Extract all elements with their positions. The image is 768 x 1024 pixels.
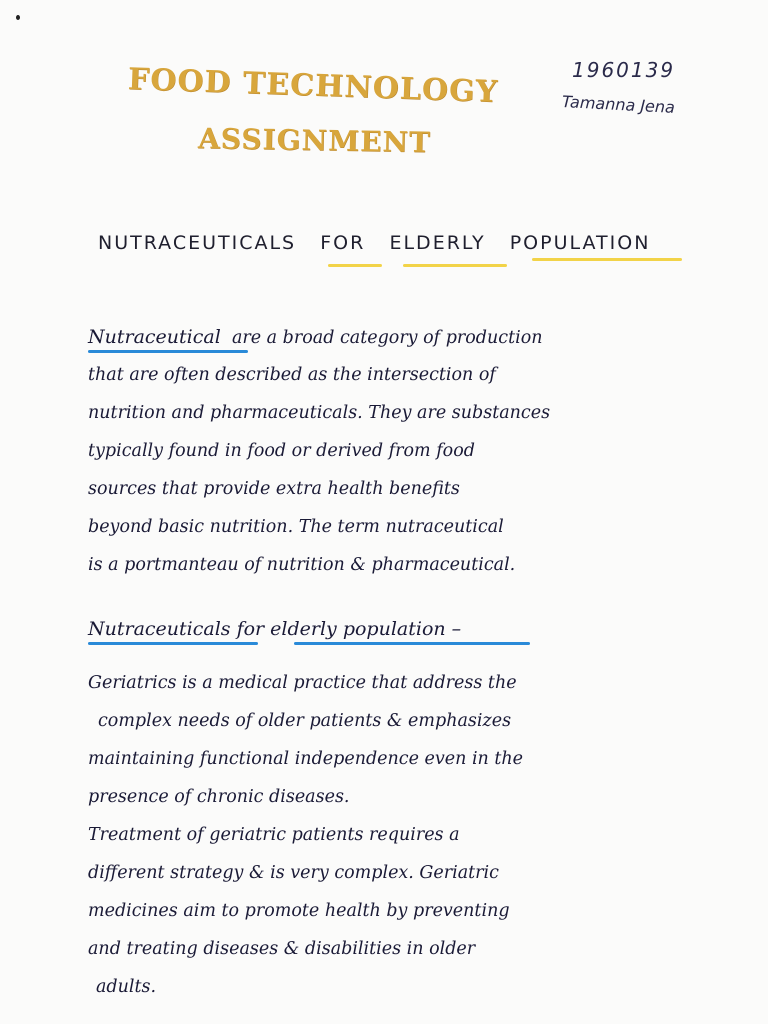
text-line: sources that provide extra health benefits <box>88 479 460 499</box>
text-line: Treatment of geriatric patients requires a <box>88 825 460 845</box>
text-line: that are often described as the intersection of <box>88 365 496 385</box>
text-line: maintaining functional independence even in the <box>88 749 524 769</box>
title-line-2: ASSIGNMENT <box>197 122 432 160</box>
ink-dot <box>16 15 20 20</box>
section-heading: Nutraceuticals for elderly population – <box>88 618 462 640</box>
title-line-1: FOOD TECHNOLOGY <box>127 62 499 110</box>
text-line: and treating diseases & disabilities in older <box>88 939 476 959</box>
text-line: presence of chronic diseases. <box>88 787 350 807</box>
text-line: medicines aim to promote health by preventing <box>88 901 510 921</box>
highlight-elderly <box>403 264 507 267</box>
text-line: different strategy & is very complex. Geriatric <box>88 863 499 883</box>
text-line: typically found in food or derived from food <box>88 441 475 461</box>
topic-heading <box>98 232 650 254</box>
highlight-for <box>328 264 382 267</box>
highlight-population <box>532 258 682 261</box>
term-nutraceutical: Nutraceutical <box>88 326 221 348</box>
topic-word-4: POPULATION <box>509 232 651 254</box>
student-name: Tamanna Jena <box>561 92 676 117</box>
text-line: Geriatrics is a medical practice that address the <box>88 673 517 693</box>
underline-term <box>88 350 248 353</box>
text-line-content: are a broad category of production <box>231 328 543 348</box>
text-line: adults. <box>96 977 157 997</box>
underline-heading-1 <box>88 642 258 645</box>
text-line: beyond basic nutrition. The term nutraceutical <box>88 517 504 537</box>
topic-word-2: FOR <box>320 232 366 254</box>
section-nutraceutical-definition <box>88 318 698 584</box>
text-line: nutrition and pharmaceuticals. They are substances <box>88 403 551 423</box>
section-geriatrics <box>88 664 698 1006</box>
topic-word-1: NUTRACEUTICALS <box>98 232 297 254</box>
topic-word-3: ELDERLY <box>389 232 486 254</box>
text-line: is a portmanteau of nutrition & pharmaceutical. <box>88 555 516 575</box>
underline-heading-2 <box>294 642 530 645</box>
text-line: complex needs of older patients & emphasizes <box>98 711 512 731</box>
roll-number: 1960139 <box>572 58 676 82</box>
